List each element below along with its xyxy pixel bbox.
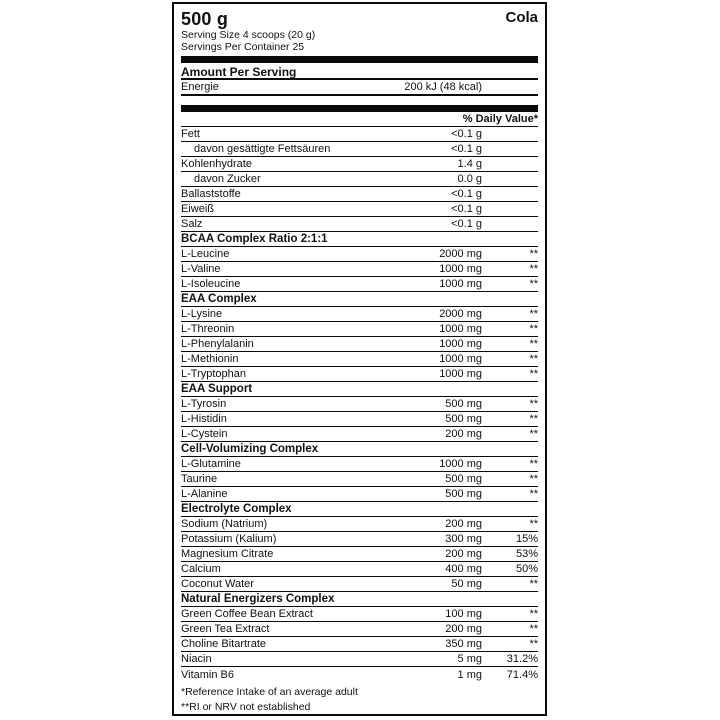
nutrient-name: Fett bbox=[181, 128, 200, 140]
nutrient-amount: <0.1 g bbox=[451, 203, 482, 215]
nutrient-name: L-Lysine bbox=[181, 308, 223, 320]
nutrient-amount: <0.1 g bbox=[451, 128, 482, 140]
nutrient-amount: 1 mg bbox=[457, 668, 482, 681]
nutrient-name: Eiweiß bbox=[181, 203, 215, 215]
nutrient-amount: 500 mg bbox=[445, 413, 482, 425]
nutrient-name: Potassium (Kalium) bbox=[181, 533, 277, 545]
nutrient-name: L-Glutamine bbox=[181, 458, 241, 470]
nutrient-amount: 50 mg bbox=[451, 578, 482, 590]
nutrient-daily-value: ** bbox=[529, 413, 538, 425]
energy-label: Energie bbox=[181, 81, 219, 93]
table-row bbox=[181, 307, 538, 322]
nutrient-daily-value: 15% bbox=[515, 533, 538, 545]
nutrient-name: Calcium bbox=[181, 563, 221, 575]
section-header: BCAA Complex Ratio 2:1:1 bbox=[181, 232, 538, 247]
nutrient-name: Taurine bbox=[181, 473, 218, 485]
serving-size: Serving Size 4 scoops (20 g) bbox=[181, 29, 316, 41]
nutrition-table bbox=[181, 127, 538, 682]
nutrient-name: L-Phenylalanin bbox=[181, 338, 254, 350]
nutrient-name: L-Tyrosin bbox=[181, 398, 227, 410]
nutrient-amount: 200 mg bbox=[445, 548, 482, 560]
nutrient-daily-value: ** bbox=[529, 263, 538, 275]
nutrient-name: L-Isoleucine bbox=[181, 278, 241, 290]
nutrient-amount: <0.1 g bbox=[451, 143, 482, 155]
nutrient-daily-value: 71.4% bbox=[506, 668, 538, 681]
nutrient-daily-value: ** bbox=[529, 578, 538, 590]
table-row bbox=[181, 622, 538, 637]
table-row bbox=[181, 517, 538, 532]
nutrient-amount: 1.4 g bbox=[457, 158, 482, 170]
daily-value-header: % Daily Value* bbox=[462, 113, 538, 125]
nutrient-name: Salz bbox=[181, 218, 203, 230]
divider-bar bbox=[181, 105, 538, 112]
nutrient-name: L-Threonin bbox=[181, 323, 235, 335]
servings-per-container: Servings Per Container 25 bbox=[181, 40, 305, 53]
nutrient-name: L-Valine bbox=[181, 263, 221, 275]
nutrient-amount: 1000 mg bbox=[439, 323, 482, 335]
nutrient-name: Vitamin B6 bbox=[181, 668, 234, 681]
section-header: EAA Support bbox=[181, 382, 538, 397]
nutrient-amount: 0.0 g bbox=[457, 173, 482, 185]
nutrient-daily-value: ** bbox=[529, 473, 538, 485]
table-row bbox=[181, 337, 538, 352]
table-row bbox=[181, 562, 538, 577]
nutrient-name: Green Coffee Bean Extract bbox=[181, 608, 313, 620]
flavor-name: Cola bbox=[505, 9, 538, 26]
nutrient-daily-value: ** bbox=[529, 353, 538, 365]
amount-per-serving-heading: Amount Per Serving bbox=[181, 65, 538, 80]
nutrient-daily-value: 31.2% bbox=[506, 653, 538, 665]
nutrient-amount: 500 mg bbox=[445, 398, 482, 410]
nutrient-daily-value: ** bbox=[529, 338, 538, 350]
nutrient-amount: 1000 mg bbox=[439, 278, 482, 290]
nutrient-name: L-Histidin bbox=[181, 413, 227, 425]
nutrient-amount: 5 mg bbox=[457, 653, 482, 665]
nutrition-facts-panel bbox=[172, 2, 547, 716]
divider-bar bbox=[181, 56, 538, 63]
nutrient-daily-value: ** bbox=[529, 638, 538, 650]
table-row bbox=[181, 607, 538, 622]
table-row bbox=[181, 637, 538, 652]
nutrient-name: davon Zucker bbox=[194, 173, 261, 185]
nutrient-amount: 300 mg bbox=[445, 533, 482, 545]
nutrient-name: L-Alanine bbox=[181, 488, 228, 500]
nutrient-amount: 1000 mg bbox=[439, 263, 482, 275]
spacer bbox=[181, 96, 538, 105]
nutrient-amount: 1000 mg bbox=[439, 338, 482, 350]
nutrient-name: L-Tryptophan bbox=[181, 368, 247, 380]
table-row bbox=[181, 262, 538, 277]
nutrient-amount: 100 mg bbox=[445, 608, 482, 620]
nutrient-daily-value: ** bbox=[529, 518, 538, 530]
nutrient-daily-value: 53% bbox=[515, 548, 538, 560]
nutrient-amount: 2000 mg bbox=[439, 308, 482, 320]
table-row bbox=[181, 427, 538, 442]
nutrient-daily-value: ** bbox=[529, 248, 538, 260]
nutrient-name: L-Leucine bbox=[181, 248, 230, 260]
table-row bbox=[181, 652, 538, 667]
nutrient-amount: 1000 mg bbox=[439, 368, 482, 380]
table-row bbox=[181, 172, 538, 187]
table-row bbox=[181, 187, 538, 202]
nutrient-daily-value: ** bbox=[529, 308, 538, 320]
nutrient-name: Coconut Water bbox=[181, 578, 254, 590]
nutrient-amount: 500 mg bbox=[445, 473, 482, 485]
nutrient-name: Sodium (Natrium) bbox=[181, 518, 268, 530]
nutrient-daily-value: ** bbox=[529, 428, 538, 440]
nutrient-name: L-Methionin bbox=[181, 353, 239, 365]
nutrient-name: Niacin bbox=[181, 653, 212, 665]
nutrient-amount: <0.1 g bbox=[451, 188, 482, 200]
table-row bbox=[181, 577, 538, 592]
nutrient-daily-value: ** bbox=[529, 608, 538, 620]
nutrient-daily-value: ** bbox=[529, 488, 538, 500]
nutrient-amount: 1000 mg bbox=[439, 458, 482, 470]
table-row bbox=[181, 667, 538, 682]
panel-header bbox=[181, 9, 538, 30]
nutrient-amount: 500 mg bbox=[445, 488, 482, 500]
nutrient-daily-value: ** bbox=[529, 458, 538, 470]
table-row bbox=[181, 322, 538, 337]
table-row bbox=[181, 277, 538, 292]
section-header: Electrolyte Complex bbox=[181, 502, 538, 517]
energy-row bbox=[181, 80, 538, 96]
nutrient-name: Magnesium Citrate bbox=[181, 548, 274, 560]
nutrient-name: L-Cystein bbox=[181, 428, 228, 440]
nutrient-daily-value: 50% bbox=[515, 563, 538, 575]
table-row bbox=[181, 157, 538, 172]
section-header: EAA Complex bbox=[181, 292, 538, 307]
nutrient-amount: <0.1 g bbox=[451, 218, 482, 230]
footnote-reference-intake: *Reference Intake of an average adult bbox=[181, 686, 358, 698]
nutrient-amount: 200 mg bbox=[445, 428, 482, 440]
table-row bbox=[181, 412, 538, 427]
nutrient-amount: 200 mg bbox=[445, 518, 482, 530]
section-header: Natural Energizers Complex bbox=[181, 592, 538, 607]
table-row bbox=[181, 217, 538, 232]
table-row bbox=[181, 367, 538, 382]
table-row bbox=[181, 532, 538, 547]
section-header: Cell-Volumizing Complex bbox=[181, 442, 538, 457]
nutrient-amount: 2000 mg bbox=[439, 248, 482, 260]
nutrient-daily-value: ** bbox=[529, 623, 538, 635]
nutrient-amount: 350 mg bbox=[445, 638, 482, 650]
table-row bbox=[181, 547, 538, 562]
table-row bbox=[181, 142, 538, 157]
nutrient-amount: 200 mg bbox=[445, 623, 482, 635]
nutrient-name: Green Tea Extract bbox=[181, 623, 270, 635]
table-row bbox=[181, 247, 538, 262]
nutrient-daily-value: ** bbox=[529, 368, 538, 380]
table-row bbox=[181, 472, 538, 487]
table-row bbox=[181, 127, 538, 142]
nutrient-amount: 1000 mg bbox=[439, 353, 482, 365]
nutrient-name: Kohlenhydrate bbox=[181, 158, 252, 170]
table-row bbox=[181, 457, 538, 472]
daily-value-header-row bbox=[181, 112, 538, 127]
table-row bbox=[181, 202, 538, 217]
table-row bbox=[181, 487, 538, 502]
nutrient-name: Choline Bitartrate bbox=[181, 638, 266, 650]
nutrient-amount: 400 mg bbox=[445, 563, 482, 575]
nutrient-name: davon gesättigte Fettsäuren bbox=[194, 143, 331, 155]
net-weight: 500 g bbox=[181, 9, 229, 29]
nutrient-daily-value: ** bbox=[529, 278, 538, 290]
table-row bbox=[181, 352, 538, 367]
nutrient-name: Ballaststoffe bbox=[181, 188, 241, 200]
nutrient-daily-value: ** bbox=[529, 398, 538, 410]
nutrient-daily-value: ** bbox=[529, 323, 538, 335]
footnote-ri-nrv: **RI or NRV not established bbox=[181, 701, 311, 713]
energy-value: 200 kJ (48 kcal) bbox=[404, 81, 482, 93]
footnotes bbox=[181, 682, 538, 715]
table-row bbox=[181, 397, 538, 412]
